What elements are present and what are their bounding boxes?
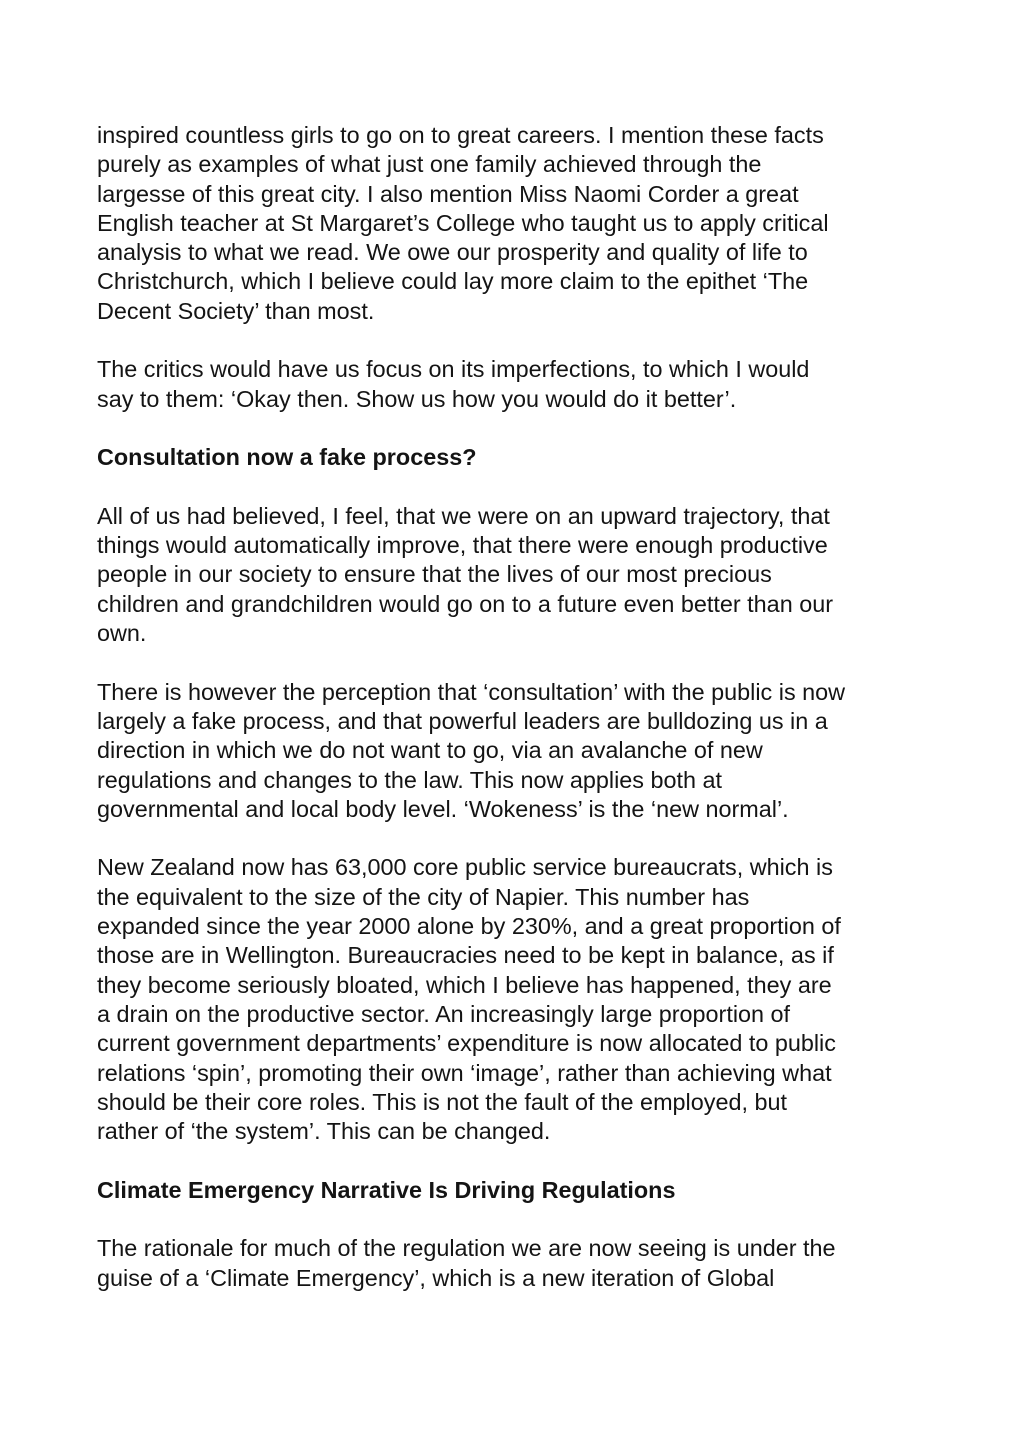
text-line: Christchurch, which I believe could lay more claim to the epithet ‘The: [97, 268, 809, 295]
text-line: own.: [97, 620, 147, 647]
heading-text: Consultation now a fake process?: [97, 444, 477, 471]
document-page: [97, 121, 927, 1322]
text-line: regulations and changes to the law. This now applies both at: [97, 766, 723, 793]
text-line: The critics would have us focus on its imperfections, to which I would: [97, 356, 810, 383]
paragraph: [97, 678, 927, 824]
text-line: New Zealand now has 63,000 core public service bureaucrats, which is: [97, 854, 833, 881]
section-heading: [97, 443, 927, 472]
text-line: the equivalent to the size of the city of Napier. This number has: [97, 883, 750, 910]
text-line: relations ‘spin’, promoting their own ‘image’, rather than achieving what: [97, 1059, 832, 1086]
text-line: things would automatically improve, that there were enough productive: [97, 532, 828, 559]
text-line: expanded since the year 2000 alone by 230%, and a great proportion of: [97, 913, 841, 940]
text-line: inspired countless girls to go on to great careers. I mention these facts: [97, 122, 824, 148]
text-line: purely as examples of what just one family achieved through the: [97, 151, 762, 178]
text-line: direction in which we do not want to go, via an avalanche of new: [97, 737, 763, 764]
text-line: say to them: ‘Okay then. Show us how you would do it better’.: [97, 385, 737, 412]
text-line: analysis to what we read. We owe our prosperity and quality of life to: [97, 239, 808, 266]
paragraph: [97, 502, 927, 648]
text-line: There is however the perception that ‘consultation’ with the public is now: [97, 678, 846, 705]
text-line: governmental and local body level. ‘Wokeness’ is the ‘new normal’.: [97, 795, 789, 822]
text-line: All of us had believed, I feel, that we were on an upward trajectory, that: [97, 502, 830, 529]
paragraph: [97, 121, 927, 326]
heading-text: Climate Emergency Narrative Is Driving Regulations: [97, 1176, 676, 1203]
text-line: a drain on the productive sector. An increasingly large proportion of: [97, 1000, 791, 1027]
text-line: children and grandchildren would go on to a future even better than our: [97, 590, 834, 617]
text-line: they become seriously bloated, which I believe has happened, they are: [97, 971, 832, 998]
paragraph: [97, 853, 927, 1146]
text-line: people in our society to ensure that the lives of our most precious: [97, 561, 772, 588]
text-line: rather of ‘the system’. This can be changed.: [97, 1118, 551, 1145]
text-line: guise of a ‘Climate Emergency’, which is a new iteration of Global: [97, 1264, 775, 1291]
text-line: Decent Society’ than most.: [97, 297, 375, 324]
text-line: current government departments’ expenditure is now allocated to public: [97, 1030, 836, 1057]
paragraph: [97, 1234, 927, 1293]
text-line: The rationale for much of the regulation we are now seeing is under the: [97, 1235, 836, 1262]
text-line: English teacher at St Margaret’s College who taught us to apply critical: [97, 209, 829, 236]
section-heading: [97, 1176, 927, 1205]
text-line: should be their core roles. This is not the fault of the employed, but: [97, 1088, 787, 1115]
paragraph: [97, 355, 927, 414]
text-line: largesse of this great city. I also mention Miss Naomi Corder a great: [97, 180, 799, 207]
text-line: those are in Wellington. Bureaucracies need to be kept in balance, as if: [97, 942, 834, 969]
text-line: largely a fake process, and that powerful leaders are bulldozing us in a: [97, 707, 828, 734]
